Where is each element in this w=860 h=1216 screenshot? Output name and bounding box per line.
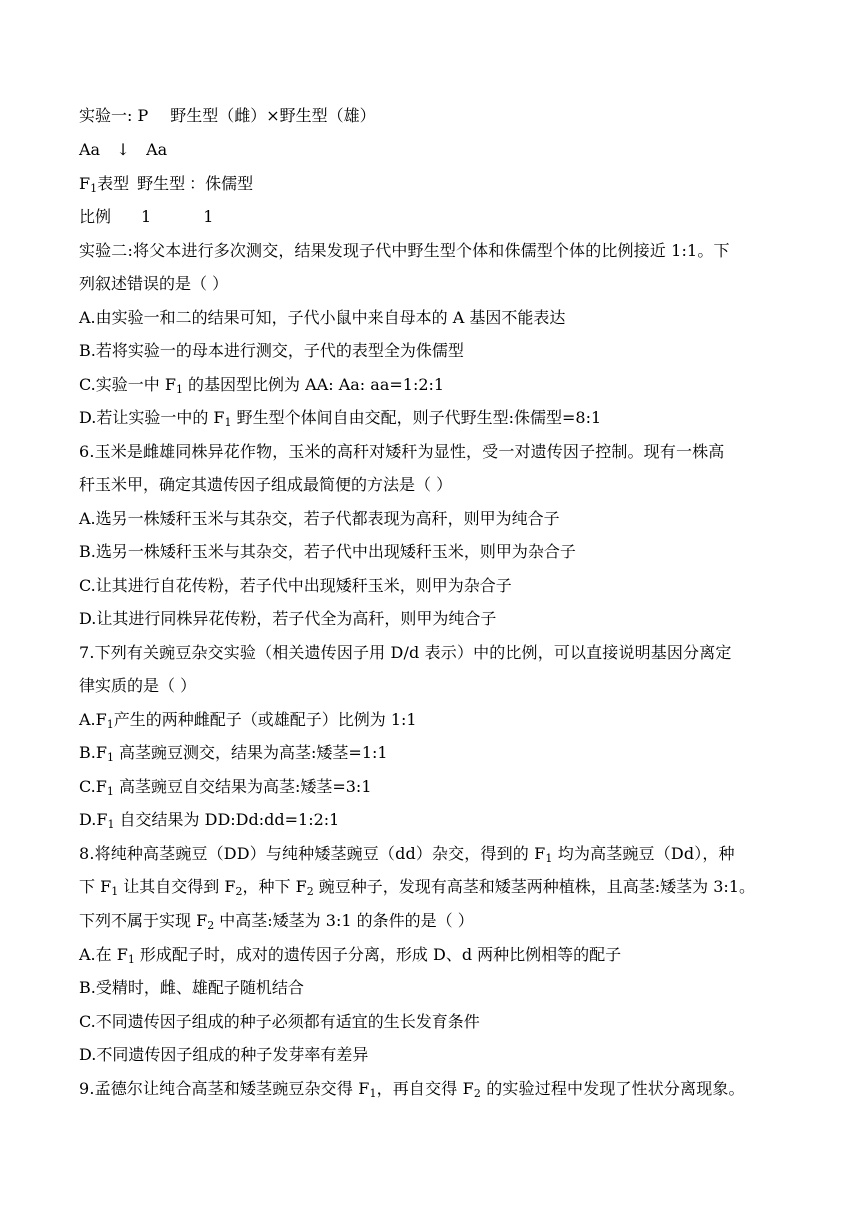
q7-b-sub: 1 bbox=[106, 751, 114, 764]
q5-option-a: A.由实验一和二的结果可知，子代小鼠中来自母本的 A 基因不能表达 bbox=[79, 308, 566, 327]
q8-l2-b: 让其自交得到 F bbox=[118, 877, 236, 896]
exp1-ratio-left: 1 bbox=[141, 207, 152, 226]
q8-option-d: D.不同遗传因子组成的种子发芽率有差异 bbox=[79, 1045, 369, 1064]
q8-a-post: 形成配子时，成对的遗传因子分离，形成 D、d 两种比例相等的配子 bbox=[134, 945, 622, 964]
q7-option-c bbox=[79, 777, 372, 797]
q7-stem-line-1: 7.下列有关豌豆杂交实验（相关遗传因子用 D/d 表示）中的比例，可以直接说明基因分离定 bbox=[79, 643, 732, 662]
exp2-line-1: 实验二:将父本进行多次测交，结果发现子代中野生型个体和侏儒型个体的比例接近 1:1。下 bbox=[79, 241, 730, 260]
exp1-f-sub: 1 bbox=[90, 182, 98, 195]
q8-a-sub: 1 bbox=[127, 953, 135, 966]
exp1-genotype-left: Aa bbox=[79, 140, 101, 159]
q8-stem-line-1 bbox=[79, 844, 735, 864]
q8-l2-sub2: 2 bbox=[235, 885, 243, 898]
q5-c-pre: C.实验一中 F bbox=[79, 375, 176, 394]
q5-c-sub: 1 bbox=[175, 383, 183, 396]
exp2-line-2: 列叙述错误的是（ ） bbox=[79, 274, 229, 293]
exp1-genotype-line bbox=[79, 140, 167, 160]
q6-option-c: C.让其进行自花传粉，若子代中出现矮秆玉米，则甲为杂合子 bbox=[79, 576, 512, 595]
q7-c-post: 高茎豌豆自交结果为高茎:矮茎=3:1 bbox=[113, 777, 372, 796]
q7-a-pre: A.F bbox=[79, 710, 107, 729]
q7-d-pre: D.F bbox=[79, 810, 108, 829]
exp1-parent-line bbox=[79, 106, 376, 126]
q7-stem-line-2: 律实质的是（ ） bbox=[79, 676, 197, 695]
exp1-colon: ： bbox=[189, 174, 206, 193]
q9-l1-sub2: 2 bbox=[473, 1087, 482, 1100]
exp1-f-letter: F bbox=[79, 174, 91, 193]
q8-stem-line-2 bbox=[79, 877, 755, 897]
q8-l1-sub: 1 bbox=[545, 852, 553, 865]
q5-option-c bbox=[79, 375, 444, 395]
exp1-ratio-line bbox=[79, 207, 213, 227]
q8-l1-post: 均为高茎豌豆（Dd），种 bbox=[552, 844, 735, 863]
q8-l2-d: 豌豆种子，发现有高茎和矮茎两种植株，且高茎:矮茎为 3:1。 bbox=[313, 877, 756, 896]
q5-option-b: B.若将实验一的母本进行测交，子代的表型全为侏儒型 bbox=[79, 341, 464, 360]
q7-option-b bbox=[79, 743, 388, 763]
q8-l1-pre: 8.将纯种高茎豌豆（DD）与纯种矮茎豌豆（dd）杂交，得到的 F bbox=[79, 844, 546, 863]
exp1-wild: 野生型 bbox=[137, 174, 186, 193]
q9-l1-sub1: 1 bbox=[369, 1087, 377, 1100]
q7-d-sub: 1 bbox=[107, 818, 115, 831]
q8-l2-a: 下 F bbox=[79, 877, 112, 896]
exp1-phenotype-label: 表型 bbox=[97, 174, 130, 193]
exp1-p-label: 实验一: P bbox=[79, 106, 149, 125]
q6-option-a: A.选另一株矮秆玉米与其杂交，若子代都表现为高秆，则甲为纯合子 bbox=[79, 509, 560, 528]
q8-l3-sub: 2 bbox=[207, 919, 215, 932]
q9-l1-c: 的实验过程中发现了性状分离现象。 bbox=[481, 1079, 745, 1098]
q9-l1-b: ，再自交得 F bbox=[376, 1079, 474, 1098]
q6-stem-line-1: 6.玉米是雌雄同株异花作物，玉米的高秆对矮秆为显性，受一对遗传因子控制。现有一株高 bbox=[79, 442, 725, 461]
q8-option-a bbox=[79, 945, 621, 965]
q6-option-b: B.选另一株矮秆玉米与其杂交，若子代中出现矮秆玉米，则甲为杂合子 bbox=[79, 542, 576, 561]
q7-a-post: 产生的两种雌配子（或雄配子）比例为 1:1 bbox=[113, 710, 417, 729]
q8-l2-sub3: 2 bbox=[306, 885, 314, 898]
exp1-ratio-label: 比例 bbox=[79, 207, 112, 226]
q7-option-a bbox=[79, 710, 417, 730]
q9-stem-line-1 bbox=[79, 1079, 745, 1099]
q8-l3-post: 中高茎:矮茎为 3:1 的条件的是（ ） bbox=[214, 911, 474, 930]
q8-l2-c: ，种下 F bbox=[242, 877, 307, 896]
q5-d-pre: D.若让实验一中的 F bbox=[79, 408, 225, 427]
q7-d-post: 自交结果为 DD:Dd:dd=1:2:1 bbox=[114, 810, 340, 829]
exp1-cross: 野生型（雌）×野生型（雄） bbox=[170, 106, 376, 125]
q8-stem-line-3 bbox=[79, 911, 474, 931]
exp1-ratio-right: 1 bbox=[203, 207, 214, 226]
q7-option-d bbox=[79, 810, 339, 830]
q8-option-b: B.受精时，雌、雄配子随机结合 bbox=[79, 978, 304, 997]
q5-d-sub: 1 bbox=[224, 416, 232, 429]
q7-b-pre: B.F bbox=[79, 743, 107, 762]
q7-c-pre: C.F bbox=[79, 777, 107, 796]
exp1-f1-line bbox=[79, 174, 253, 194]
q5-c-post: 的基因型比例为 AA: Aa: aa=1:2:1 bbox=[182, 375, 445, 394]
q9-l1-a: 9.孟德尔让纯合高茎和矮茎豌豆杂交得 F bbox=[79, 1079, 370, 1098]
down-arrow-icon: ↓ bbox=[116, 140, 130, 159]
q5-option-d bbox=[79, 408, 601, 428]
exp1-dwarf: 侏儒型 bbox=[205, 174, 254, 193]
q6-stem-line-2: 秆玉米甲，确定其遗传因子组成最简便的方法是（ ） bbox=[79, 475, 453, 494]
q8-option-c: C.不同遗传因子组成的种子必须都有适宜的生长发育条件 bbox=[79, 1012, 480, 1031]
q7-a-sub: 1 bbox=[106, 718, 114, 731]
q8-a-pre: A.在 F bbox=[79, 945, 128, 964]
q8-l2-sub1: 1 bbox=[111, 885, 119, 898]
q5-d-post: 野生型个体间自由交配，则子代野生型:侏儒型=8:1 bbox=[231, 408, 602, 427]
q8-l3-pre: 下列不属于实现 F bbox=[79, 911, 208, 930]
exp1-genotype-right: Aa bbox=[146, 140, 168, 159]
q6-option-d: D.让其进行同株异花传粉，若子代全为高秆，则甲为纯合子 bbox=[79, 609, 497, 628]
q7-c-sub: 1 bbox=[106, 785, 114, 798]
q7-b-post: 高茎豌豆测交，结果为高茎:矮茎=1:1 bbox=[113, 743, 388, 762]
